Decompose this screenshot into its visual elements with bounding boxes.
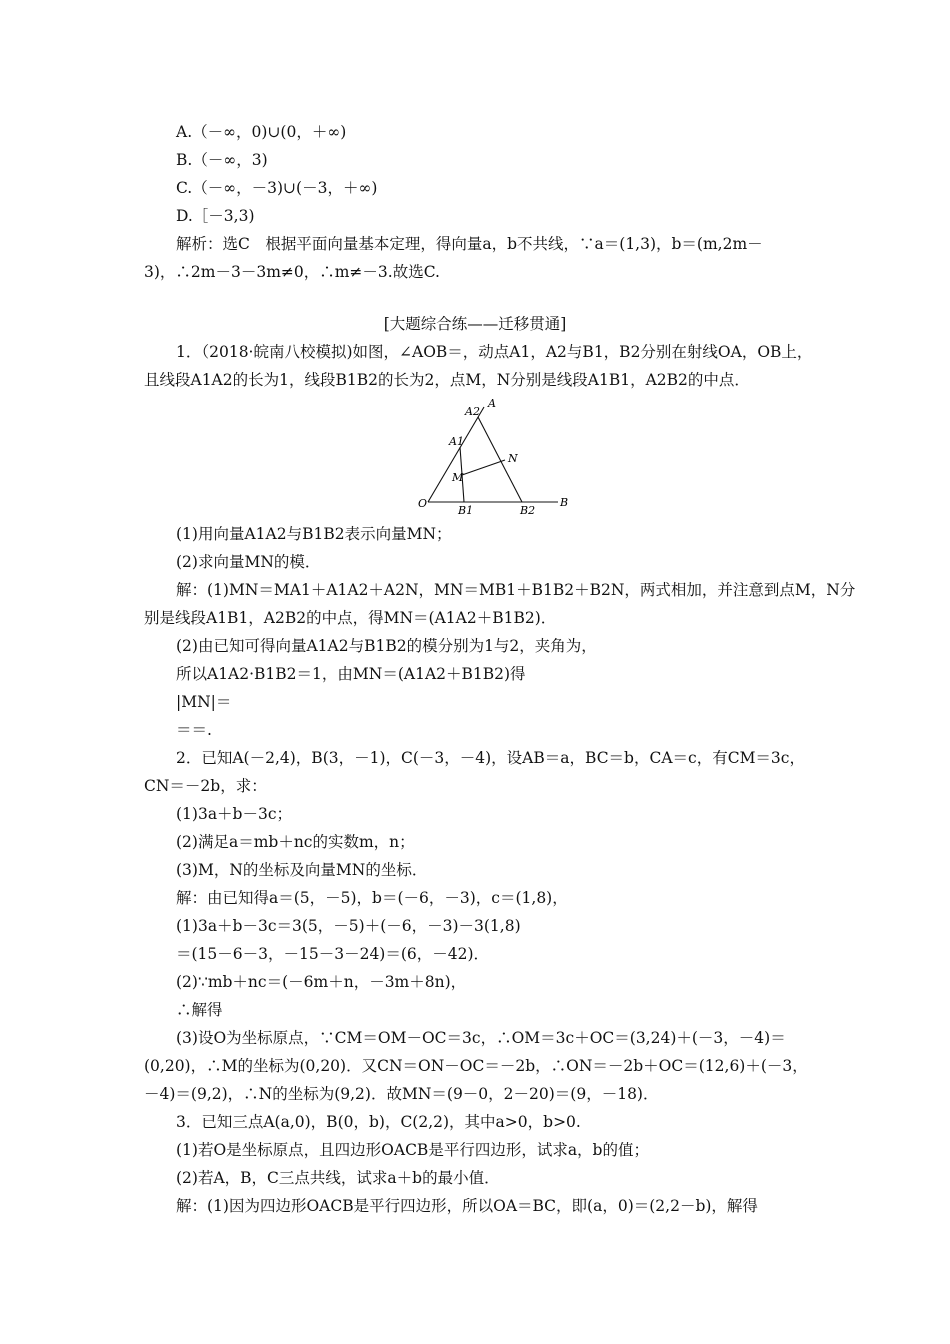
question-line: (1)3a＋b－3c； <box>176 805 293 823</box>
label-m: M <box>452 471 464 484</box>
label-a: A <box>488 397 496 410</box>
solution-line: ＝(15－6－3，－15－3－24)＝(6，－42)． <box>176 945 490 963</box>
option-c: C.（－∞，－3)∪(－3，＋∞) <box>176 179 378 197</box>
label-a1: A1 <box>449 435 464 448</box>
problem-2-text: CN＝－2b，求： <box>144 777 267 795</box>
solution-line: 解：由已知得a＝(5，－5)，b＝(－6，－3)，c＝(1,8)， <box>176 889 568 907</box>
label-a2: A2 <box>465 405 480 418</box>
solution-line: (2)由已知可得向量A1A2与B1B2的模分别为1与2，夹角为， <box>176 637 597 655</box>
problem-1-text: 且线段A1A2的长为1，线段B1B2的长为2，点M，N分别是线段A1B1，A2B2的中点． <box>144 371 750 389</box>
ray-oa <box>428 407 484 502</box>
option-a: A.（－∞，0)∪(0，＋∞) <box>176 123 347 141</box>
solution-line: －4)＝(9,2)，∴N的坐标为(9,2)．故MN＝(9－0，2－20)＝(9，－18)． <box>144 1085 659 1103</box>
solution-line: (3)设O为坐标原点，∵CM＝OM－OC＝3c，∴OM＝3c＋OC＝(3,24)＋(－3，－4)＝ <box>176 1029 786 1047</box>
segment-mn <box>462 460 505 475</box>
label-o: O <box>418 497 428 510</box>
label-b1: B1 <box>458 504 474 517</box>
question-line: (1)若O是坐标原点，且四边形OACB是平行四边形，试求a，b的值； <box>176 1141 649 1159</box>
question-line: (1)用向量A1A2与B1B2表示向量MN； <box>176 525 452 543</box>
solution-line: (1)3a＋b－3c＝3(5，－5)＋(－6，－3)－3(1,8) <box>176 917 521 935</box>
problem-3-text: 3．已知三点A(a,0)，B(0，b)，C(2,2)，其中a>0，b>0. <box>176 1113 581 1131</box>
analysis-line: 解析：选C 根据平面向量基本定理，得向量a，b不共线，∵a＝(1,3)，b＝(m,2m－ <box>176 235 763 253</box>
solution-line: 解：(1)因为四边形OACB是平行四边形，所以OA＝BC，即(a，0)＝(2,2－b)，解得 <box>176 1197 758 1215</box>
label-b2: B2 <box>520 504 536 517</box>
solution-line: (2)∵mb＋nc＝(－6m＋n，－3m＋8n)， <box>176 973 467 991</box>
solution-line: ∴解得 <box>176 1001 223 1019</box>
figure-svg <box>410 395 580 517</box>
analysis-line: 3)，∴2m－3－3m≠0，∴m≠－3.故选C. <box>144 263 440 281</box>
question-line: (2)求向量MN的模． <box>176 553 321 571</box>
solution-line: 别是线段A1B1，A2B2的中点，得MN＝(A1A2＋B1B2)． <box>144 609 557 627</box>
solution-line: ＝＝. <box>176 721 212 739</box>
solution-line: 解：(1)MN＝MA1＋A1A2＋A2N，MN＝MB1＋B1B2＋B2N，两式相加，并注意到点M，N分 <box>176 581 856 599</box>
solution-line: |MN|＝ <box>176 693 232 711</box>
option-b: B.（－∞，3) <box>176 151 268 169</box>
section-heading: [大题综合练——迁移贯通] <box>383 315 567 333</box>
problem-2-text: 2．已知A(－2,4)，B(3，－1)，C(－3，－4)，设AB＝a，BC＝b，CA＝c，有CM＝3c， <box>176 749 805 767</box>
geometry-figure <box>410 395 580 517</box>
solution-line: (0,20)，∴M的坐标为(0,20)．又CN＝ON－OC＝－2b，∴ON＝－2b＋OC＝(12,6)＋(－3， <box>144 1057 808 1075</box>
question-line: (2)若A，B，C三点共线，试求a＋b的最小值． <box>176 1169 500 1187</box>
question-line: (2)满足a＝mb＋nc的实数m，n； <box>176 833 415 851</box>
question-line: (3)M，N的坐标及向量MN的坐标． <box>176 861 428 879</box>
problem-1-text: 1．（2018·皖南八校模拟)如图，∠AOB＝，动点A1，A2与B1，B2分别在射线OA，OB上， <box>176 343 813 361</box>
label-b: B <box>560 496 569 509</box>
solution-line: 所以A1A2·B1B2＝1，由MN＝(A1A2＋B1B2)得 <box>176 665 526 683</box>
label-n: N <box>508 452 518 465</box>
option-d: D.［－3,3) <box>176 207 255 225</box>
